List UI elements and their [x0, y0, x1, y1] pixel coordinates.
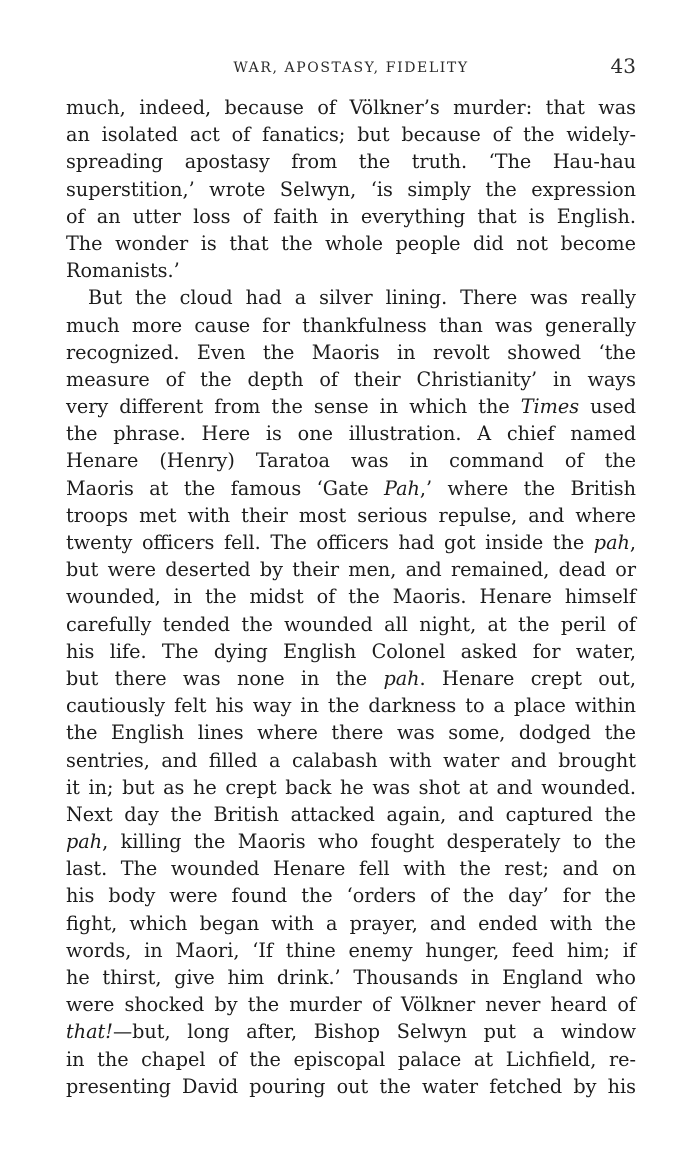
text-segment: fight, which began with a prayer, and ended with the	[66, 911, 636, 935]
text-segment: Maoris at the famous ‘Gate	[66, 476, 385, 500]
text-line	[66, 502, 636, 529]
text-segment: , killing the Maoris who fought desperately to the	[102, 830, 636, 854]
text-line	[66, 475, 636, 502]
body-text	[66, 94, 636, 1100]
italic-text: that!	[66, 1020, 113, 1044]
text-line	[66, 937, 636, 964]
text-segment: ,’ where the British	[419, 476, 636, 500]
text-segment: troops met with their most serious repulse, and where	[66, 503, 636, 527]
text-segment: measure of the depth of their Christianity’ in ways	[66, 367, 636, 391]
text-line	[66, 1018, 636, 1045]
text-segment: the phrase. Here is one illustration. A chief named	[66, 422, 636, 446]
text-segment: were shocked by the murder of Völkner never heard of	[66, 993, 636, 1017]
text-line	[66, 312, 636, 339]
text-segment: sentries, and filled a calabash with water and brought	[66, 748, 636, 772]
text-segment: The wonder is that the whole people did not become	[66, 231, 636, 255]
page-number: 43	[610, 54, 636, 78]
text-line	[66, 420, 636, 447]
text-line	[66, 284, 636, 311]
text-segment: the English lines where there was some, dodged the	[66, 721, 636, 745]
italic-text: Times	[520, 395, 580, 419]
text-line	[66, 747, 636, 774]
text-segment: carefully tended the wounded all night, at the peril of	[66, 612, 636, 636]
text-segment: . Henare crept out,	[419, 666, 636, 690]
text-line	[66, 882, 636, 909]
text-segment: Romanists.’	[66, 259, 180, 283]
text-line	[66, 583, 636, 610]
italic-text: pah	[593, 531, 630, 554]
italic-text: Pah	[384, 476, 420, 500]
text-line	[66, 393, 636, 420]
text-line	[66, 339, 636, 366]
text-line	[66, 1046, 636, 1073]
text-line	[66, 964, 636, 991]
text-line	[66, 910, 636, 937]
text-segment: in the chapel of the episcopal palace at Lichfield, re-	[66, 1047, 636, 1071]
italic-text: pah	[383, 666, 420, 690]
text-segment: twenty officers fell. The officers had got inside the	[66, 531, 594, 554]
text-segment: much more cause for thankfulness than was generally	[66, 313, 636, 337]
text-line	[66, 774, 636, 801]
text-line	[66, 638, 636, 665]
text-segment: but there was none in the	[66, 666, 384, 690]
italic-text: pah	[66, 830, 103, 854]
text-line	[66, 121, 636, 148]
text-segment: his body were found the ‘orders of the day’ for the	[66, 884, 636, 908]
text-segment: superstition,’ wrote Selwyn, ‘is simply the expression	[66, 177, 636, 201]
text-segment: of an utter loss of faith in everything that is English.	[66, 204, 636, 228]
text-line	[66, 719, 636, 746]
text-segment: used	[579, 395, 636, 419]
text-segment: spreading apostasy from the truth. ‘The Hau-hau	[66, 150, 636, 174]
running-head	[66, 54, 636, 82]
text-line	[66, 447, 636, 474]
text-segment: last. The wounded Henare fell with the rest; and on	[66, 857, 636, 881]
text-segment: very different from the sense in which the	[66, 395, 521, 419]
text-line	[66, 556, 636, 583]
text-line	[66, 855, 636, 882]
text-line	[66, 665, 636, 692]
text-segment: —but, long after, Bishop Selwyn put a window	[112, 1020, 636, 1044]
text-segment: much, indeed, because of Völkner’s murder: that was	[66, 96, 636, 119]
text-line	[66, 148, 636, 175]
text-segment: cautiously felt his way in the darkness to a place within	[66, 694, 636, 718]
text-segment: his life. The dying English Colonel asked for water,	[66, 639, 636, 663]
text-segment: but were deserted by their men, and remained, dead or	[66, 558, 636, 582]
text-segment: recognized. Even the Maoris in revolt showed ‘the	[66, 340, 636, 364]
text-line	[66, 203, 636, 230]
text-line	[66, 230, 636, 257]
text-segment: Next day the British attacked again, and captured the	[66, 802, 636, 826]
text-line	[66, 529, 636, 556]
text-line	[66, 692, 636, 719]
text-line	[66, 801, 636, 828]
text-line	[66, 94, 636, 121]
text-segment: But the cloud had a silver lining. There was really	[88, 286, 636, 310]
text-line	[66, 176, 636, 203]
text-line	[66, 991, 636, 1018]
text-segment: he thirst, give him drink.’ Thousands in England who	[66, 966, 636, 989]
text-line	[66, 257, 636, 284]
text-line	[66, 611, 636, 638]
text-segment: presenting David pouring out the water fetched by his	[66, 1074, 636, 1098]
text-segment: an isolated act of fanatics; but because of the widely-	[66, 123, 636, 147]
running-title: WAR, APOSTASY, FIDELITY	[233, 60, 469, 76]
text-line	[66, 1073, 636, 1100]
text-segment: it in; but as he crept back he was shot at and wounded.	[66, 775, 636, 799]
text-line	[66, 366, 636, 393]
text-segment: ,	[629, 531, 636, 554]
text-line	[66, 828, 636, 855]
text-segment: Henare (Henry) Taratoa was in command of the	[66, 449, 636, 473]
text-segment: words, in Maori, ‘If thine enemy hunger, feed him; if	[66, 938, 636, 962]
text-segment: wounded, in the midst of the Maoris. Henare himself	[66, 585, 636, 609]
